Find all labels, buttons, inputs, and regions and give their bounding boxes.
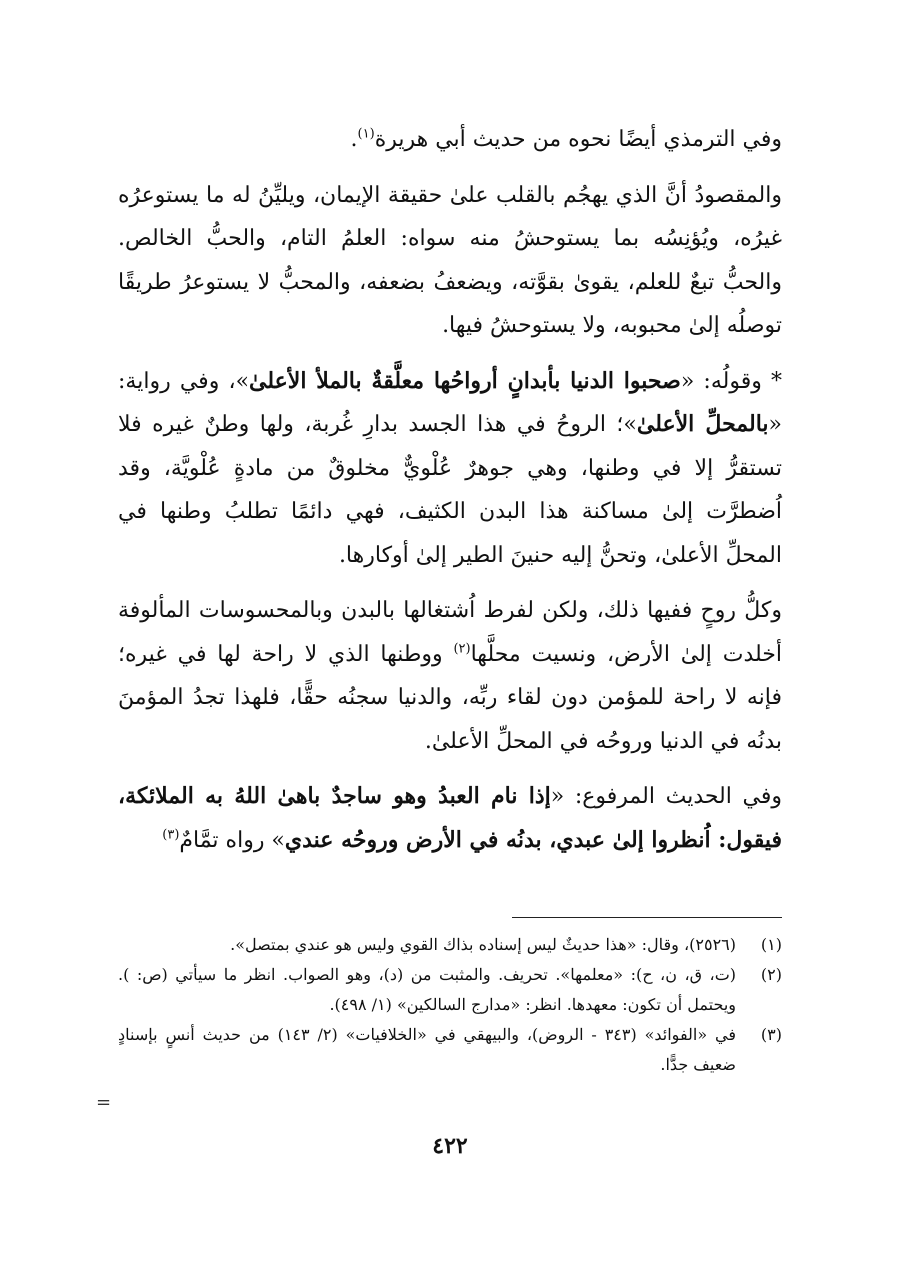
paragraph-3: * وقولُه: «صحبوا الدنيا بأبدانٍ أرواحُها معلَّقةٌ بالملأ الأعلىٰ»، وفي رواية: «بالمحلِّ الأعلىٰ»؛ الروحُ في هذا الجسد بدارِ غُربة، ولها وطنٌ غيره فلا تستقرُّ إلا في وطنها، وهي جوهرٌ عُلْويٌّ مخلوقٌ من مادةٍ عُلْويَّة، وقد اُضطرَّت إلىٰ مساكنة هذا البدن الكثيف، فهي دائمًا تطلبُ وطنها في المحلِّ الأعلىٰ، وتحنُّ إليه حنينَ الطير إلىٰ أوكارها.	[118, 367, 782, 568]
footnote-ref-2[interactable]: (٢)	[453, 641, 471, 657]
paragraph-1: وفي الترمذي أيضًا نحوه من حديث أبي هريرة$^{(١)}$.	[350, 126, 782, 152]
footnotes	[118, 930, 782, 1080]
hadith-quote-marfu: إذا نام العبدُ وهو ساجدٌ باهىٰ اللهُ به الملائكة، فيقول: اُنظروا إلىٰ عبدي، بدنُه في الأرض وروحُه عندي	[118, 783, 782, 853]
footnote-2	[118, 960, 782, 1020]
footnote-separator	[512, 917, 782, 918]
footnote-number: (٢)	[760, 965, 782, 984]
footnote-text: (٢٥٢٦)، وقال: «هذا حديثٌ ليس إسناده بذاك القوي وليس هو عندي بمتصل».	[230, 935, 736, 954]
footnote-1	[118, 930, 782, 960]
hadith-quote: صحبوا الدنيا بأبدانٍ أرواحُها معلَّقةٌ بالملأ الأعلىٰ	[249, 367, 681, 394]
footnote-text: في «الفوائد» (٣٤٣ - الروض)، والبيهقي في «الخلافيات» (٢/ ١٤٣) من حديث أنسٍ بإسنادٍ ضعيف جدًّا.	[118, 1025, 737, 1074]
footnote-ref-1[interactable]: (١)	[357, 126, 375, 142]
footnote-ref-3[interactable]: (٣)	[162, 827, 180, 843]
footnote-text: (ت، ق، ن، ح): «معلمها». تحريف. والمثبت من (د)، وهو الصواب. انظر ما سيأتي (ص: ). ويحتمل أن تكون: معهدها. انظر: «مدارج السالكين» (١/ ٤٩٨).	[118, 965, 736, 1014]
paragraph-5: وفي الحديث المرفوع: «إذا نام العبدُ وهو ساجدٌ باهىٰ اللهُ به الملائكة، فيقول: اُنظروا إلىٰ عبدي، بدنُه في الأرض وروحُه عندي» رواه تمَّامٌ$^{(٣)}$	[118, 783, 782, 853]
bullet-star: *	[761, 368, 782, 394]
page-number: ٤٢٢	[432, 1133, 468, 1159]
paragraph-4: وكلُّ روحٍ ففيها ذلك، ولكن لفرط اُشتغالها بالبدن وبالمحسوسات المألوفة أخلدت إلىٰ الأرض، ونسيت محلَّها$^{(٢)}$ ووطنها الذي لا راحة لها في غيره؛ فإنه لا راحة للمؤمن دون لقاء ربِّه، والدنيا سجنُه حقًّا، فلهذا تجدُ المؤمنَ بدنُه في الدنيا وروحُه في المحلِّ الأعلىٰ.	[118, 598, 782, 754]
footnote-3	[118, 1020, 782, 1080]
footnote-number: (٣)	[760, 1025, 782, 1044]
footnote-number: (١)	[760, 935, 782, 954]
continuation-mark: =	[96, 1092, 112, 1113]
hadith-quote-variant: بالمحلِّ الأعلىٰ	[636, 411, 769, 437]
paragraph-2: والمقصودُ أنَّ الذي يهجُم بالقلب علىٰ حقيقة الإيمان، ويليِّنُ له ما يستوعرُه غيرُه، ويُؤنِسُه بما يستوحشُ منه سواه: العلمُ التام، والحبُّ الخالص. والحبُّ تبعٌ للعلم، يقوىٰ بقوَّته، ويضعفُ بضعفه، والمحبُّ لا يستوعرُ طريقًا توصلُه إلىٰ محبوبه، ولا يستوحشُ فيها.	[118, 182, 782, 338]
main-text	[118, 118, 782, 862]
